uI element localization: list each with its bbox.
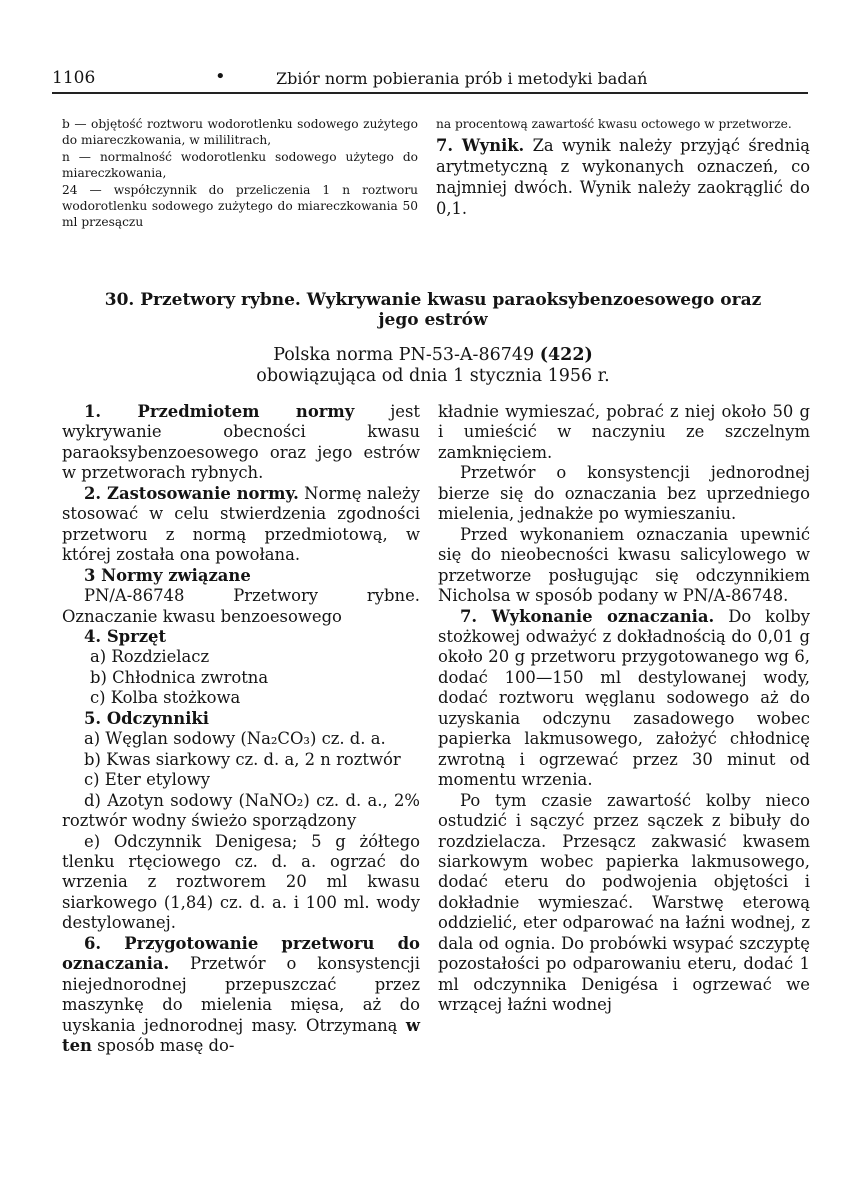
reagents-heading: 5. Odczynniki — [84, 708, 210, 728]
header-bullet: • — [215, 66, 226, 87]
preparation-text: Przetwór o konsystencji niejednorodnej przepuszczać przez maszynkę do mielenia mięsa, aż do uyskania jednorodnej masy. Otrzymaną — [62, 954, 420, 1035]
result-text: Za wynik należy przyjąć średnią arytmetyczną z wykonanych oznaczeń, co najmniej dwóch. Wynik należy zaokrąglić do 0,1. — [436, 135, 810, 219]
variable-n-definition: n — normalność wodorotlenku sodowego użytego do miareczkowania, — [62, 150, 418, 180]
top-left-column — [62, 117, 418, 232]
result-paragraph — [436, 135, 810, 220]
left-main-column — [62, 402, 420, 1057]
preparation-continuation: kładnie wymieszać, pobrać z niej około 50 g i umieścić w naczyniu ze szczelnym zamknięciem. — [438, 402, 810, 462]
norm-prefix: Polska norma PN-53-A-86749 — [273, 345, 540, 365]
variable-b-definition: b — objętość roztworu wodorotlenku sodowego zużytego do miareczkowania, w mililitrach, — [62, 117, 418, 147]
salicylic-check-paragraph: Przed wykonaniem oznaczania upewnić się do nieobecności kwasu salicylowego w przetworze posługując się odczynnikiem Nicholsa w sposób podany w PN/A-86748. — [438, 524, 810, 606]
continuation-note: na procentową zawartość kwasu octowego w przetworze. — [436, 117, 792, 131]
header-rule — [52, 92, 808, 94]
coefficient-24-definition: 24 — współczynnik do przeliczenia 1 n roztworu wodorotlenku sodowego zużytego do miareczkowania 50 ml przesączu — [62, 183, 418, 229]
section-title — [60, 290, 806, 330]
norm-line-1 — [60, 345, 806, 366]
section-title-line-1: 30. Przetwory rybne. Wykrywanie kwasu paraoksybenzoesowego oraz — [104, 290, 762, 310]
equipment-heading: 4. Sprzęt — [84, 626, 167, 646]
page-header — [52, 68, 808, 94]
equipment-item: c) Kolba stożkowa — [90, 688, 241, 708]
running-title: Zbiór norm pobierania prób i metodyki badań — [276, 69, 648, 88]
norm-code: (422) — [539, 345, 593, 365]
page-number: 1106 — [52, 68, 96, 88]
paragraph-procedure — [438, 607, 810, 791]
reagent-e: e) Odczynnik Denigesa; 5 g żółtego tlenku rtęciowego cz. d. a. ogrzać do wrzenia z roztworem 20 ml kwasu siarkowego (1,84) cz. d. a. i 100 ml. wody destylowanej. — [62, 831, 420, 933]
right-main-column — [438, 402, 810, 1016]
result-heading: 7. Wynik. — [436, 135, 525, 155]
preparation-heading: 6. Przygotowanie przetworu do oznaczania. — [62, 933, 420, 974]
top-right-column — [436, 117, 810, 220]
preparation-bold-phrase: w ten — [62, 1015, 420, 1056]
reagent-a: a) Węglan sodowy (Na₂CO₃) cz. d. a. — [84, 729, 386, 749]
reagent-d: d) Azotyn sodowy (NaNO₂) cz. d. a., 2% roztwór wodny świeżo sporządzony — [62, 790, 420, 831]
paragraph-application — [62, 484, 420, 566]
paragraph-sample-preparation — [62, 934, 420, 1057]
homogeneous-sample-paragraph: Przetwór o konsystencji jednorodnej bierze się do oznaczania bez uprzedniego mielenia, jednakże po wymieszaniu. — [438, 463, 810, 524]
filtration-paragraph: Po tym czasie zawartość kolby nieco ostudzić i sączyć przez sączek z bibuły do rozdzielacza. Przesącz zakwasić kwasem siarkowym wobec papierka lakmusowego, dodać eteru do podwojenia objętości i dokładnie wymieszać. Warstwę eterową oddzielić, eter odparować na łaźni wodnej, z dala od ognia. Do probówki wsypać szczyptę pozostałości po odparowaniu eteru, dodać 1 ml odczynnika Denigésa i ogrzewać we wrzącej łaźni wodnej — [438, 790, 810, 1015]
related-standards-text: PN/A-86748 Przetwory rybne. Oznaczanie kwasu benzoesowego — [62, 586, 420, 626]
procedure-heading: 7. Wykonanie oznaczania. — [460, 606, 715, 626]
paragraph-scope — [62, 402, 420, 484]
equipment-item: a) Rozdzielacz — [90, 647, 210, 667]
scope-heading: 1. Przedmiotem normy — [84, 402, 355, 421]
section-title-line-2: jego estrów — [378, 310, 488, 330]
application-heading: 2. Zastosowanie normy. — [84, 483, 299, 503]
application-text: Normę należy stosować w celu stwierdzenia zgodności przetworu z normą przedmiotową, w której została ona powołana. — [62, 483, 421, 565]
norm-reference — [60, 345, 806, 387]
norm-effective-date: obowiązująca od dnia 1 stycznia 1956 r. — [256, 366, 610, 386]
preparation-tail: sposób masę do- — [91, 1036, 235, 1056]
reagent-c: c) Eter etylowy — [84, 770, 211, 790]
scope-text: jest wykrywanie obecności kwasu paraoksybenzoesowego oraz jego estrów w przetworach rybnych. — [62, 402, 420, 483]
related-standards-heading: 3 Normy związane — [84, 565, 251, 585]
reagent-b: b) Kwas siarkowy cz. d. a, 2 n roztwór — [84, 749, 401, 769]
equipment-item: b) Chłodnica zwrotna — [90, 667, 269, 687]
procedure-text: Do kolby stożkowej odważyć z dokładnością do 0,01 g około 20 g przetworu przygotowanego wg 6, dodać 100—150 ml destylowanej wody, dodać roztworu węglanu sodowego aż do uzyskania odczynu zasadowego wobec papierka lakmusowego, założyć chłodnicę zwrotną i ogrzewać przez 30 minut od momentu wrzenia. — [438, 606, 810, 790]
